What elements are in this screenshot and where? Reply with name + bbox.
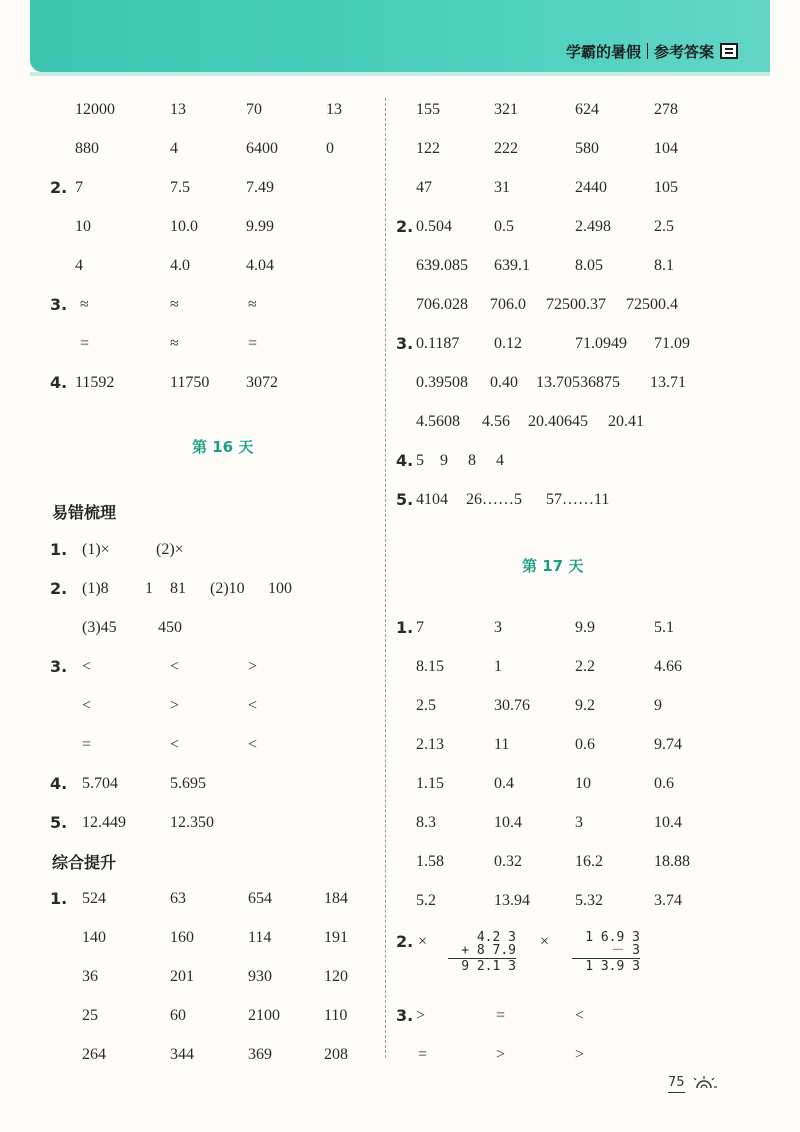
cell: 0.6	[654, 775, 674, 792]
question-number: 5.	[50, 813, 68, 832]
cell: =	[418, 1046, 428, 1063]
cell: 5.704	[82, 775, 118, 792]
cell: 1	[494, 658, 502, 675]
cell: 72500.4	[626, 296, 678, 313]
cell: 8.1	[654, 257, 674, 274]
cell: 4	[170, 140, 178, 157]
cell: 8.15	[416, 658, 444, 675]
cell: 208	[324, 1046, 348, 1063]
cell: 8.05	[575, 257, 603, 274]
cell: =	[80, 335, 90, 352]
vertical-calculation-2	[572, 931, 640, 973]
cell: 71.0949	[575, 335, 627, 352]
cell: 60	[170, 1007, 186, 1024]
cell: 155	[416, 101, 440, 118]
cell: >	[575, 1046, 585, 1063]
cell: 1.15	[416, 775, 444, 792]
cell: <	[82, 697, 92, 714]
cell: 930	[248, 968, 272, 985]
cell: 264	[82, 1046, 106, 1063]
cell: (2)10	[210, 580, 245, 597]
cell: 25	[82, 1007, 98, 1024]
cell: 0.504	[416, 218, 452, 235]
cell: 11592	[75, 374, 115, 391]
cell: 10.4	[654, 814, 682, 831]
cell: 63	[170, 890, 186, 907]
cell: >	[496, 1046, 506, 1063]
calc-line: － 3	[611, 943, 640, 958]
question-number: 3.	[396, 334, 414, 353]
cell: ≈	[80, 296, 89, 313]
cell: <	[82, 658, 92, 675]
cell: ≈	[170, 296, 179, 313]
question-number: 2.	[50, 579, 68, 598]
cell: 114	[248, 929, 272, 946]
cell: 5	[416, 452, 424, 469]
cell: 524	[82, 890, 106, 907]
cell: 13	[170, 101, 186, 118]
day-16-heading: 第 16 天	[192, 438, 254, 456]
cell: 18.88	[654, 853, 690, 870]
cell: 706.0	[490, 296, 526, 313]
cell: 13.71	[650, 374, 686, 391]
cell: 11	[494, 736, 510, 753]
cell: 5.695	[170, 775, 206, 792]
cell: 81	[170, 580, 186, 597]
cell: 2100	[248, 1007, 280, 1024]
cell: 278	[654, 101, 678, 118]
cell: 4.04	[246, 257, 274, 274]
cell: 4.5608	[416, 413, 460, 430]
cell: 0.40	[490, 374, 518, 391]
cell: 100	[268, 580, 292, 597]
cell: 12000	[75, 101, 115, 118]
cell: 9.74	[654, 736, 682, 753]
cell: >	[170, 697, 180, 714]
cell: 70	[246, 101, 262, 118]
cell: (1)8	[82, 580, 109, 597]
cell: <	[575, 1007, 585, 1024]
vertical-calculation-1	[448, 931, 516, 973]
column-divider	[385, 98, 386, 1058]
cell: =	[82, 736, 92, 753]
cell: 3.74	[654, 892, 682, 909]
question-number: 4.	[396, 451, 414, 470]
cell: (1)×	[82, 541, 110, 558]
cell: 8	[468, 452, 476, 469]
question-number: 4.	[50, 373, 68, 392]
question-number: 1.	[396, 618, 414, 637]
cell: 0.1187	[416, 335, 460, 352]
cell: 9.2	[575, 697, 595, 714]
cell: 344	[170, 1046, 194, 1063]
cell: =	[496, 1007, 506, 1024]
cell: 0.32	[494, 853, 522, 870]
cell: ≈	[248, 296, 257, 313]
cell: 13.94	[494, 892, 530, 909]
cell: 20.41	[608, 413, 644, 430]
cell: 4.0	[170, 257, 190, 274]
section-title-advanced: 综合提升	[52, 853, 117, 872]
header-title: 学霸的暑假	[565, 42, 641, 61]
cell: 120	[324, 968, 348, 985]
cell: 654	[248, 890, 272, 907]
cell: 104	[654, 140, 678, 157]
calc-line: 4.2 3	[476, 930, 516, 945]
cell: 222	[494, 140, 518, 157]
page-number: 75	[668, 1075, 685, 1093]
cell: 12.449	[82, 814, 126, 831]
cell: 450	[158, 619, 182, 636]
cell: >	[248, 658, 258, 675]
cell: 9	[654, 697, 662, 714]
question-number: 2.	[396, 932, 414, 951]
cell: 7.49	[246, 179, 274, 196]
cell: 639.085	[416, 257, 468, 274]
book-icon	[720, 43, 738, 59]
cell: 12.350	[170, 814, 214, 831]
cell: 0.6	[575, 736, 595, 753]
header-label	[566, 38, 738, 64]
cell: 2.2	[575, 658, 595, 675]
sun-icon	[693, 1074, 719, 1094]
cell: 10	[75, 218, 91, 235]
cell: ≈	[170, 335, 179, 352]
cell: 26……5	[466, 491, 522, 508]
cell: 2.13	[416, 736, 444, 753]
cross-mark: ×	[418, 933, 428, 950]
calc-line: 1 6.9 3	[585, 930, 640, 945]
cell: 110	[324, 1007, 348, 1024]
cell: 2.498	[575, 218, 611, 235]
cell: 122	[416, 140, 440, 157]
cell: 20.40645	[528, 413, 588, 430]
question-number: 4.	[50, 774, 68, 793]
cell: 4.66	[654, 658, 682, 675]
cell: 105	[654, 179, 678, 196]
cell: 8.3	[416, 814, 436, 831]
cell: 160	[170, 929, 194, 946]
question-number: 3.	[50, 657, 68, 676]
cell: 7	[75, 179, 83, 196]
cell: 2440	[575, 179, 607, 196]
cell: 639.1	[494, 257, 530, 274]
cell: 11750	[170, 374, 210, 391]
cell: 1	[145, 580, 153, 597]
cell: 184	[324, 890, 348, 907]
cell: (3)45	[82, 619, 117, 636]
cell: 140	[82, 929, 106, 946]
cell: 4	[75, 257, 83, 274]
question-number: 1.	[50, 889, 68, 908]
cell: 9	[440, 452, 448, 469]
question-number: 3.	[396, 1006, 414, 1025]
cell: 3	[494, 619, 502, 636]
cell: 5.32	[575, 892, 603, 909]
cell: 10.4	[494, 814, 522, 831]
cell: 5.1	[654, 619, 674, 636]
question-number: 5.	[396, 490, 414, 509]
cell: 30.76	[494, 697, 530, 714]
cell: >	[416, 1007, 426, 1024]
cell: 7.5	[170, 179, 190, 196]
cell: 13.70536875	[536, 374, 620, 391]
cell: 0.5	[494, 218, 514, 235]
cell: 57……11	[546, 491, 610, 508]
cell: 321	[494, 101, 518, 118]
cell: 6400	[246, 140, 278, 157]
cell: 10.0	[170, 218, 198, 235]
cell: 31	[494, 179, 510, 196]
cell: 880	[75, 140, 99, 157]
calc-line: + 8 7.9	[461, 943, 516, 958]
cell: 0	[326, 140, 334, 157]
cell: 13	[326, 101, 342, 118]
question-number: 1.	[50, 540, 68, 559]
cell: 624	[575, 101, 599, 118]
cell: 706.028	[416, 296, 468, 313]
cell: 191	[324, 929, 348, 946]
section-title-errors: 易错梳理	[52, 503, 117, 522]
cell: 10	[575, 775, 591, 792]
calc-line: 1 3.9 3	[585, 959, 640, 974]
header-subtitle: 参考答案	[653, 42, 714, 61]
cell: 369	[248, 1046, 272, 1063]
cell: <	[248, 736, 258, 753]
question-number: 2.	[50, 178, 68, 197]
cell: 47	[416, 179, 432, 196]
cell: 4.56	[482, 413, 510, 430]
cell: =	[248, 335, 258, 352]
cell: 9.99	[246, 218, 274, 235]
cell: 9.9	[575, 619, 595, 636]
cell: 4104	[416, 491, 448, 508]
cell: (2)×	[156, 541, 184, 558]
cell: 7	[416, 619, 424, 636]
cell: 72500.37	[546, 296, 606, 313]
cell: 16.2	[575, 853, 603, 870]
cell: 0.39508	[416, 374, 468, 391]
cell: 580	[575, 140, 599, 157]
cell: 5.2	[416, 892, 436, 909]
cell: 2.5	[416, 697, 436, 714]
cell: 3	[575, 814, 583, 831]
cell: 36	[82, 968, 98, 985]
cell: 4	[496, 452, 504, 469]
cell: <	[248, 697, 258, 714]
cell: 1.58	[416, 853, 444, 870]
question-number: 3.	[50, 295, 68, 314]
cell: 0.4	[494, 775, 514, 792]
cross-mark: ×	[540, 933, 550, 950]
cell: 201	[170, 968, 194, 985]
cell: 71.09	[654, 335, 690, 352]
header-separator	[647, 43, 648, 59]
cell: <	[170, 736, 180, 753]
cell: 2.5	[654, 218, 674, 235]
calc-line: 9 2.1 3	[461, 959, 516, 974]
cell: 0.12	[494, 335, 522, 352]
question-number: 2.	[396, 217, 414, 236]
day-17-heading: 第 17 天	[522, 557, 584, 575]
cell: <	[170, 658, 180, 675]
cell: 3072	[246, 374, 278, 391]
